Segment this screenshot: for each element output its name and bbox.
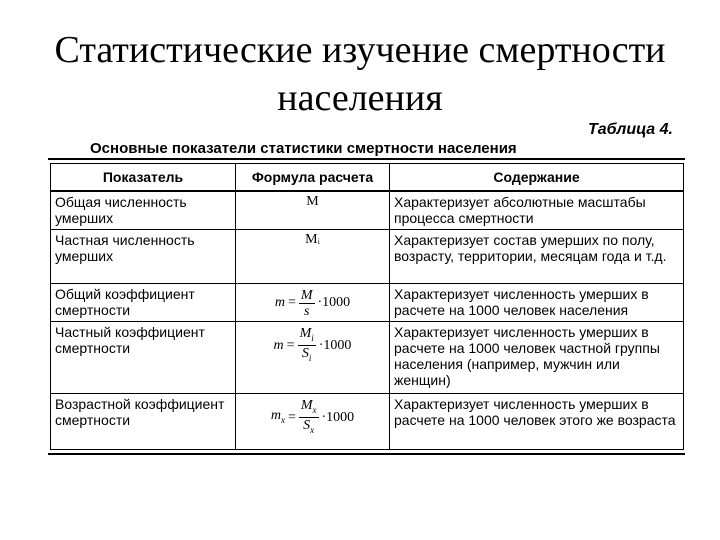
formula-denominator (303, 418, 314, 438)
indicator-cell: Общая численность умерших (51, 191, 236, 229)
formula-equals: = (286, 337, 295, 353)
content-cell: Характеризует численность умерших в расчете на 1000 человек этого же возраста (390, 393, 684, 449)
indicator-cell: Возрастной коэффициент смертности (51, 393, 236, 449)
content-cell: Характеризует численность умерших в расчете на 1000 человек частной группы населения (например, мужчин или женщин) (390, 321, 684, 393)
indicators-table (50, 163, 684, 450)
content-cell: Характеризует состав умерших по полу, возрасту, территории, месяцам года и т.д. (390, 229, 684, 283)
indicator-cell: Частная численность умерших (51, 229, 236, 283)
formula-fraction (299, 288, 315, 319)
table-caption: Основные показатели статистики смертности населения (90, 140, 517, 157)
formula-cell: Мᵢ (236, 229, 390, 283)
formula-cell: М (236, 191, 390, 229)
formula-numerator-var: M (300, 397, 313, 413)
formula-denominator-var: S (303, 418, 311, 434)
formula-cell (236, 283, 390, 321)
formula-lhs: m (274, 295, 285, 310)
table-row (51, 393, 684, 449)
header-formula: Формула расчета (236, 164, 390, 192)
formula-fraction (299, 398, 319, 439)
table-number: Таблица 4. (588, 121, 673, 138)
table-row (51, 321, 684, 393)
header-content: Содержание (390, 164, 684, 192)
slide-title-line-2: населения (277, 77, 443, 119)
slide-title (0, 26, 720, 122)
formula-age-rate (271, 398, 354, 439)
content-cell: Характеризует абсолютные масштабы процесса смертности (390, 191, 684, 229)
formula-cell (236, 393, 390, 449)
formula-lhs-sub: x (280, 414, 285, 425)
formula-partial-rate (274, 326, 352, 367)
table-row (51, 191, 684, 229)
table-row (51, 283, 684, 321)
formula-denominator: s (303, 303, 310, 319)
table-row (51, 229, 684, 283)
slide-title-line-1: Статистические изучение смертности (54, 29, 666, 71)
formula-numerator (299, 398, 319, 419)
indicator-cell: Общий коэффициент смертности (51, 283, 236, 321)
header-indicator: Показатель (51, 164, 236, 192)
formula-cell (236, 321, 390, 393)
formula-numerator (298, 326, 316, 347)
formula-multiplier: ·1000 (318, 337, 352, 353)
formula-denominator (302, 346, 312, 366)
formula-numerator-sub: i (311, 332, 314, 343)
formula-general-rate (275, 288, 350, 319)
formula-lhs (271, 408, 285, 428)
content-cell: Характеризует численность умерших в расчете на 1000 человек населения (390, 283, 684, 321)
formula-numerator: M (300, 287, 313, 303)
formula-denominator-sub: i (308, 353, 312, 364)
formula-equals: = (287, 409, 296, 425)
indicator-cell: Частный коэффициент смертности (51, 321, 236, 393)
formula-lhs-var: m (270, 407, 281, 423)
formula-denominator-var: S (301, 346, 309, 362)
formula-numerator-sub: x (312, 404, 317, 415)
formula-equals: = (287, 295, 296, 310)
formula-lhs: m (273, 337, 284, 353)
table-header-row (51, 164, 684, 192)
formula-multiplier: ·1000 (317, 295, 351, 310)
formula-denominator-sub: x (310, 425, 315, 436)
formula-fraction (298, 326, 316, 367)
formula-multiplier: ·1000 (321, 409, 355, 425)
formula-numerator-var: M (299, 325, 312, 341)
